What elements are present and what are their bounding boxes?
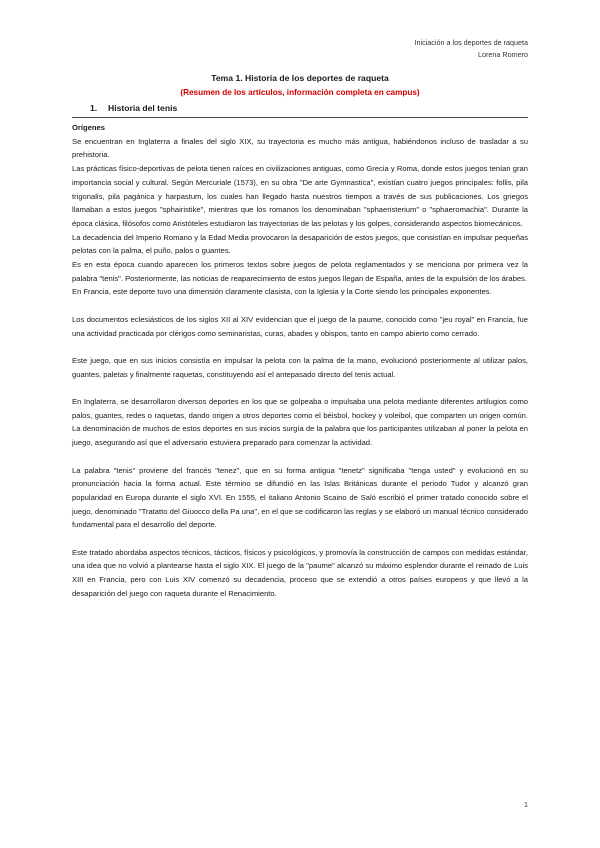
section-number: 1. [90, 103, 98, 113]
paragraph: Este juego, que en sus inicios consistía en impulsar la pelota con la palma de la mano, evolucionó posteriormente al utilizar palos, guantes, paletas y finalmente raquetas, constituyendo así el antepasado directo del tenis actual. [72, 355, 528, 379]
document-title: Tema 1. Historia de los deportes de raqueta [211, 73, 389, 83]
paragraph: La palabra "tenis" proviene del francés "tenez", que en su forma antigua "tenetz" significaba "tenga usted" y evolucionó en su pronunciación hacia la forma actual. Este término se difundió en las Islas Británicas durante el periodo Tudor y alcanzó gran popularidad en Europa durante el siglo XVI. En 1555, el italiano Antonio Scaino de Saló escribió el primer tratado conocido sobre el juego, denominado "Tratatto del Giuocco della Pa una", en el que se codificaron las reglas y se elaboró un manual técnico considerado fundamental para el desarrollo del deporte. [72, 465, 528, 530]
paragraph: Este tratado abordaba aspectos técnicos, tácticos, físicos y psicológicos, y promovía la construcción de campos con medidas estándar, una idea que no volvió a plantearse hasta el siglo XIX. El juego de la "paume" alcanzó su máximo esplendor durante el reinado de Luis XIII en Francia, pero con Luis XIV comenzó su decadencia, proceso que se extendió a otros países europeos y que llevó a la desaparición del juego con raqueta durante el Renacimiento. [72, 547, 528, 598]
paragraph: Las prácticas físico-deportivas de pelota tienen raíces en civilizaciones antiguas, como Grecia y Roma, donde estos juegos tenían gran importancia social y cultural. Según Mercuriale (1573), en su obra "De arte Gymnastica", existían cuatro juegos principales: follis, pila trigonalis, pila pagánica y harpastum, los cuales han llegado hasta nuestros tiempos a través de sus publicaciones. Los griegos llamaban a estos juegos "sphairistike", mientras que los romanos los denominaban "sphaeristerium" o "sphaeromachia". Durante la época clásica, filósofos como Aristóteles estudiaron las trayectorias de las pelotas y los golpes, considerando aspectos biomecánicos. [72, 164, 528, 228]
section-divider [72, 117, 528, 118]
paragraph: La decadencia del Imperio Romano y la Edad Media provocaron la desaparición de estos juegos, que consistían en impulsar pequeñas pelotas con la palma, el puño, palos o guantes. [72, 232, 528, 256]
paragraph: En Inglaterra, se desarrollaron diversos deportes en los que se golpeaba o impulsaba una pelota mediante diferentes artilugios como palos, guantes, redes o raquetas, dando origen a otros deportes como el béisbol, hockey y voleibol, que comparten un origen común. La denominación de muchos de estos deportes en sus inicios surgía de la palabra que los participantes utilizaban al poner la pelota en juego, asegurando así que el adversario estuviera preparado para comenzar la actividad. [72, 397, 528, 448]
paragraph: Es en esta época cuando aparecen los primeros textos sobre juegos de pelota reglamentados y se menciona por primera vez la palabra "tenis". Posteriormente, las noticias de reaparecimiento de estos juegos llegan de España, antes de la expulsión de los árabes. [72, 260, 528, 283]
paragraph: Los documentos eclesiásticos de los siglos XII al XIV evidencian que el juego de la paume, conocido como "jeu royal" en Francia, fue una actividad practicada por clérigos como seminaristas, curas, abades y obispos, tanto en campo abierto como cerrado. [72, 314, 528, 338]
page-number: 1 [524, 800, 528, 809]
header-author: Lorena Romero [478, 50, 528, 59]
paragraph: En Francia, este deporte tuvo una dimensión claramente clasista, con la Iglesia y la Corte siendo los principales exponentes. [72, 287, 492, 297]
document-body [72, 121, 528, 601]
section-title: Historia del tenis [108, 103, 178, 113]
page-header [415, 37, 528, 61]
section-heading [90, 103, 177, 113]
header-course: Iniciación a los deportes de raqueta [414, 38, 528, 47]
document-subtitle: (Resumen de los artículos, información completa en campus) [180, 88, 420, 97]
paragraph: Se encuentran en Inglaterra a finales del siglo XIX, su trayectoria es mucho más antigua, habiéndonos incluso de trasladar a su prehistoria. [72, 136, 528, 160]
subheading-origenes: Orígenes [72, 123, 105, 132]
